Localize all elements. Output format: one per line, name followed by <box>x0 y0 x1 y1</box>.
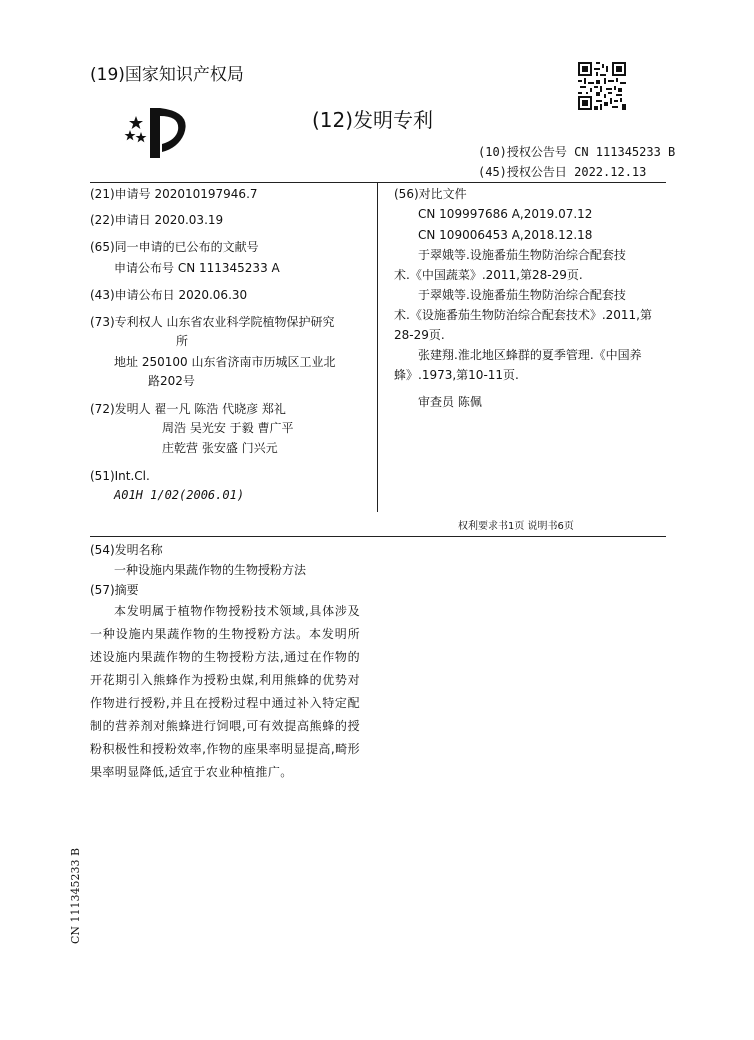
patentee-line-2: 所 <box>176 334 189 348</box>
invention-title: 一种设施内果蔬作物的生物授粉方法 <box>114 563 307 577</box>
application-date: (22)申请日 2020.03.19 <box>90 213 224 227</box>
int-cl-value: A01H 1/02(2006.01) <box>114 488 245 502</box>
section-rule <box>90 536 666 537</box>
cited-document-4a: 于翠娥等.设施番茄生物防治综合配套技 <box>418 288 626 302</box>
inventors-line-1: (72)发明人 翟一凡 陈浩 代晓彦 郑礼 <box>90 402 286 416</box>
cited-document-3a: 于翠娥等.设施番茄生物防治综合配套技 <box>418 248 626 262</box>
patentee-line-1: (73)专利权人 山东省农业科学院植物保护研究 <box>90 315 335 329</box>
inventors-line-2: 周浩 吴光安 于毅 曹广平 <box>162 421 294 435</box>
inventors-line-3: 庄乾营 张安盛 门兴元 <box>162 441 278 455</box>
examiner: 审查员 陈佩 <box>418 395 482 409</box>
prior-publication-label: (65)同一申请的已公布的文献号 <box>90 240 259 254</box>
qr-code-icon <box>578 62 626 110</box>
abstract-paragraph: 本发明属于植物作物授粉技术领域,具体涉及一种设施内果蔬作物的生物授粉方法。本发明所述设施内果蔬作物的生物授粉方法,通过在作物的开花期引入熊蜂作为授粉虫媒,利用熊蜂的优势对作物进行授粉,并且在授粉过程中通过补入特定配制的营养剂对熊蜂进行饲喂,可有效提高熊蜂的授粉积极性和授粉效率,作物的座果率明显提高,畸形果率明显降低,适宜于农业种植推广。 <box>90 604 360 779</box>
address-line-1: 地址 250100 山东省济南市历城区工业北 <box>114 355 336 369</box>
cited-document-5a: 张建翔.淮北地区蜂群的夏季管理.《中国养 <box>418 348 642 362</box>
publication-date-43: (43)申请公布日 2020.06.30 <box>90 288 248 302</box>
grant-publication-number: (10)授权公告号 CN 111345233 B <box>478 145 676 159</box>
cited-documents-label: (56)对比文件 <box>394 187 467 201</box>
address-line-2: 路202号 <box>148 374 195 388</box>
header-rule <box>90 182 666 183</box>
cited-document-4c: 28-29页. <box>394 328 445 342</box>
pages-info: 权利要求书1页 说明书6页 <box>458 521 574 532</box>
cited-document-2: CN 109006453 A,2018.12.18 <box>418 228 593 242</box>
cited-document-4b: 术.《设施番茄生物防治综合配套技术》.2011,第 <box>394 308 652 322</box>
int-cl-label: (51)Int.Cl. <box>90 469 150 483</box>
cited-document-1: CN 109997686 A,2019.07.12 <box>418 207 593 221</box>
cited-document-5b: 蜂》.1973,第10-11页. <box>394 368 519 382</box>
office-name: (19)国家知识产权局 <box>90 65 244 85</box>
abstract-label: (57)摘要 <box>90 583 139 597</box>
prior-publication-number: 申请公布号 CN 111345233 A <box>114 261 280 275</box>
column-divider <box>377 182 378 512</box>
grant-publication-date: (45)授权公告日 2022.12.13 <box>478 165 647 179</box>
side-patent-code: CN 111345233 B <box>69 847 82 944</box>
document-type: (12)发明专利 <box>312 108 434 132</box>
abstract-text <box>90 600 360 784</box>
invention-title-label: (54)发明名称 <box>90 543 163 557</box>
cnipa-logo-icon <box>122 104 196 160</box>
application-number: (21)申请号 202010197946.7 <box>90 187 258 201</box>
cited-document-3b: 术.《中国蔬菜》.2011,第28-29页. <box>394 268 583 282</box>
